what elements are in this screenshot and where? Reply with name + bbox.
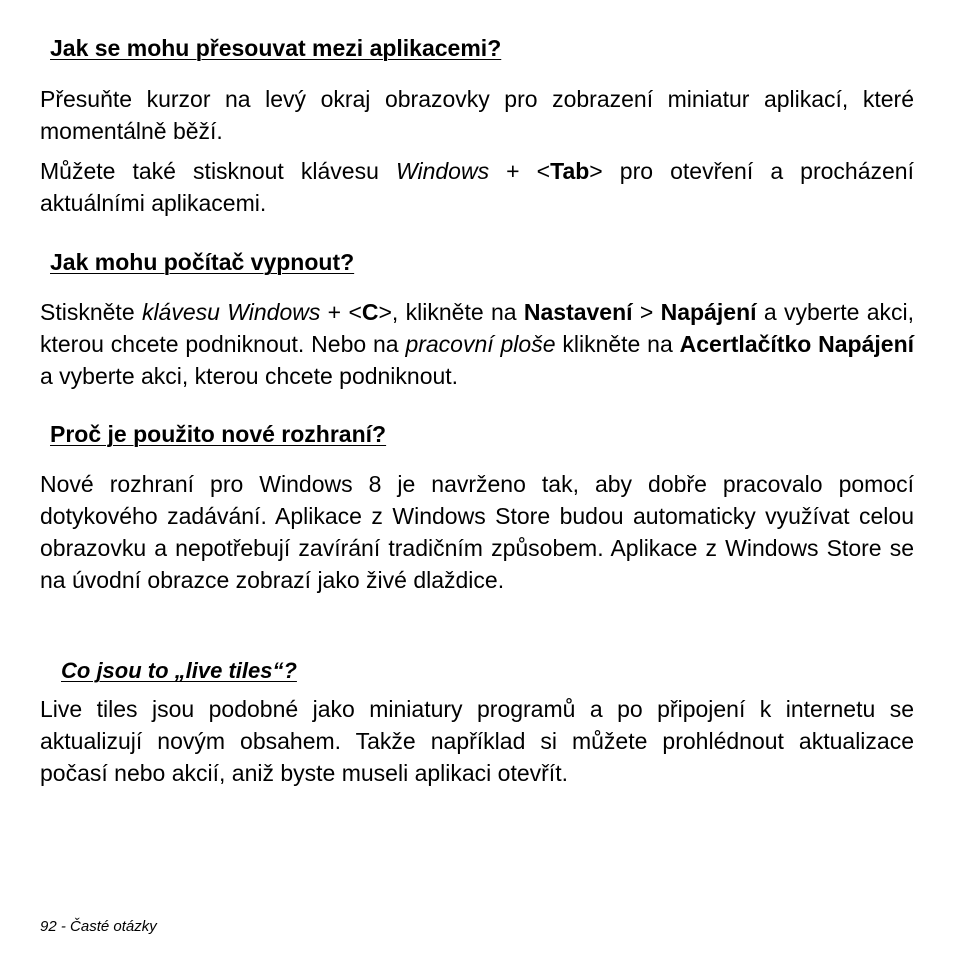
text-run: a vyberte akci, kterou chcete podniknout. Nebo na (40, 299, 914, 357)
text-run: Stiskněte (40, 299, 142, 325)
text-run: >, klikněte na (378, 299, 524, 325)
text-run: > (632, 299, 661, 325)
section-heading-new-interface: Proč je použito nové rozhraní? (50, 421, 387, 447)
text-run: a vyberte akci, kterou chcete podniknout. (40, 363, 459, 389)
text-run: Můžete také stisknout klávesu (40, 158, 396, 184)
paragraph-shutdown (40, 296, 914, 392)
paragraph-switch-apps-keyboard (40, 155, 914, 219)
desktop-label: pracovní ploše (405, 331, 556, 357)
section-heading-switch-apps: Jak se mohu přesouvat mezi aplikacemi? (50, 35, 502, 61)
windows-key-label: Windows (395, 158, 490, 184)
c-key-label: C (361, 299, 379, 325)
page-footer: 92 - Časté otázky (40, 918, 157, 935)
paragraph-live-tiles: Live tiles jsou podobné jako miniatury programů a po připojení k internetu se aktualizují novým obsahem. Takže například si můžete prohlédnout aktualizace počasí nebo akcií, aniž byste museli aplikaci otevřít. (40, 696, 914, 786)
acer-power-button-label: Acertlačítko Napájení (679, 331, 915, 357)
tab-key-label: Tab (550, 158, 590, 184)
paragraph-switch-apps-cursor: Přesuňte kurzor na levý okraj obrazovky pro zobrazení miniatur aplikací, které momentálně běží. (40, 86, 914, 144)
text-run: + < (489, 158, 551, 184)
text-run: + < (320, 299, 362, 325)
text-run: > pro otevření a procházení aktuálními aplikacemi. (40, 158, 914, 216)
windows-key-label: klávesu Windows (141, 299, 321, 325)
paragraph-new-interface: Nové rozhraní pro Windows 8 je navrženo tak, aby dobře pracovalo pomocí dotykového zadávání. Aplikace z Windows Store budou automaticky využívat celou obrazovku a nepotřebují zavírání tradičním způsobem. Aplikace z Windows Store se na úvodní obrazce zobrazí jako živé dlaždice. (40, 471, 914, 593)
section-heading-shutdown: Jak mohu počítač vypnout? (50, 249, 355, 275)
text-run: klikněte na (555, 331, 680, 357)
power-label: Napájení (660, 299, 757, 325)
settings-label: Nastavení (523, 299, 633, 325)
subsection-heading-live-tiles: Co jsou to „live tiles“? (61, 658, 297, 683)
